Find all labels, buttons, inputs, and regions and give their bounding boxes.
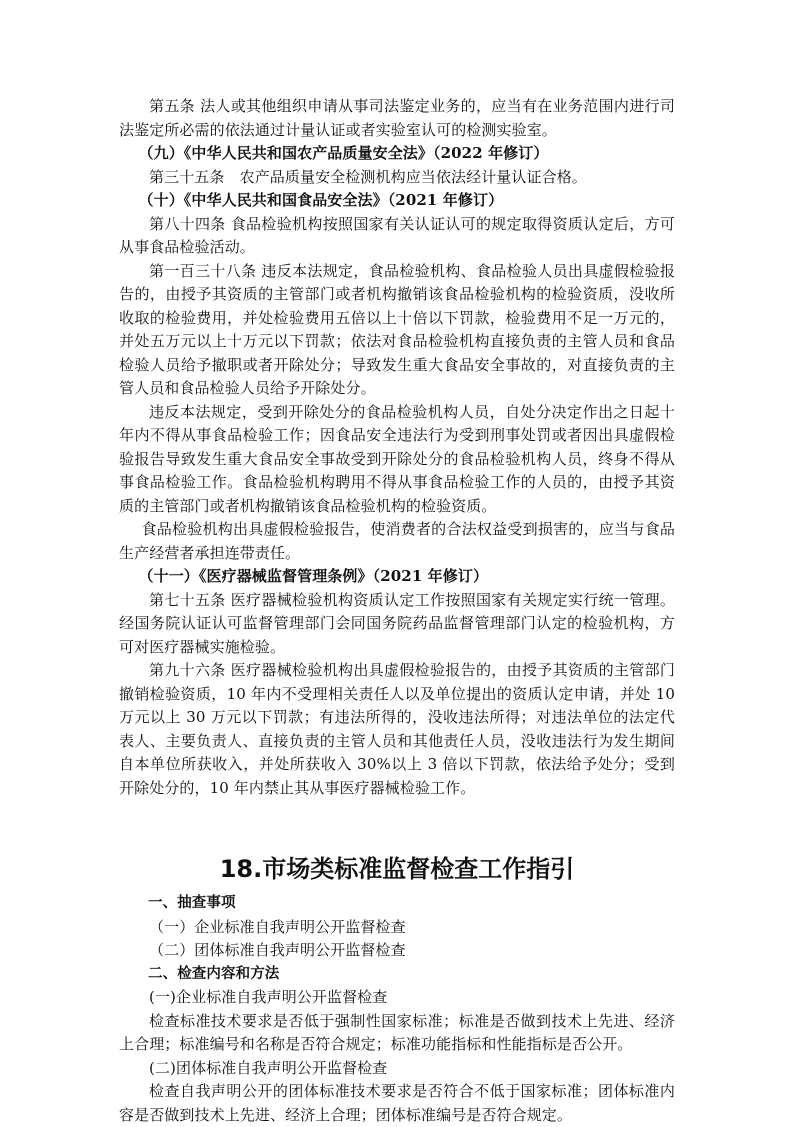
- subheading-group-standard: (二)团体标准自我声明公开监督检查: [149, 1058, 388, 1077]
- chapter-title: 18.市场类标准监督检查工作指引: [219, 855, 575, 883]
- article-75-paragraph: 第七十五条 医疗器械检验机构资质认定工作按照国家有关规定实行统一管理。经国务院认证认可监督管理部门会同国务院药品监督管理部门认定的检验机构，方可对医疗器械实施检验。: [119, 590, 675, 656]
- group-standard-paragraph: 检查自我声明公开的团体标准技术要求是否符合不低于国家标准；团体标准内容是否做到技术上先进、经济上合理；团体标准编号是否符合规定。: [119, 1082, 675, 1124]
- heading-inspection-content: 二、检查内容和方法: [148, 965, 280, 982]
- section-heading-9: （九）《中华人民共和国农产品质量安全法》（2022 年修订）: [138, 144, 549, 162]
- article-35-paragraph: 第三十五条 农产品质量安全检测机构应当依法经计量认证合格。: [149, 167, 587, 186]
- article-84-paragraph: 第八十四条 食品检验机构按照国家有关认证认可的规定取得资质认定后，方可从事食品检验活动。: [119, 214, 675, 256]
- article-138-paragraph-2: 违反本法规定，受到开除处分的食品检验机构人员，自处分决定作出之日起十年内不得从事食品检验工作；因食品安全违法行为受到刑事处罚或者因出具虚假检验报告导致发生重大食品安全事故受到开除处分的食品检验机构人员，终身不得从事食品检验工作。食品检验机构聘用不得从事食品检验工作的人员的，由授予其资质的主管部门或者机构撤销该食品检验机构的检验资质。: [119, 402, 675, 515]
- item-group-standard: （二）团体标准自我声明公开监督检查: [149, 941, 406, 959]
- article-138-paragraph: 第一百三十八条 违反本法规定，食品检验机构、食品检验人员出具虚假检验报告的，由授予其资质的主管部门或者机构撤销该食品检验机构的检验资质，没收所收取的检验费用，并处检验费用五倍以上十倍以下罚款，检验费用不足一万元的，并处五万元以上十万元以下罚款；依法对食品检验机构直接负责的主管人员和食品检验人员给予撤职或者开除处分；导致发生重大食品安全事故的，对直接负责的主管人员和食品检验人员给予开除处分。: [119, 261, 675, 397]
- document-body: [119, 95, 675, 1127]
- heading-inspection-items: 一、抽查事项: [148, 895, 236, 911]
- article-96-paragraph: 第九十六条 医疗器械检验机构出具虚假检验报告的，由授予其资质的主管部门撤销检验资质，10 年内不受理相关责任人以及单位提出的资质认定申请，并处 10 万元以上 30 万元以下罚款；有违法所得的，没收违法所得；对违法单位的法定代表人、主要负责人、直接负责的主管人员和其他责任人员，没收违法行为发生期间自本单位所获收入，并处所获收入 30%以上 3 倍以下罚款，依法给予处分；受到开除处分的，10 年内禁止其从事医疗器械检验工作。: [119, 661, 675, 797]
- item-enterprise-standard: （一）企业标准自我声明公开监督检查: [149, 917, 406, 936]
- enterprise-standard-paragraph: 检查标准技术要求是否低于强制性国家标准；标准是否做到技术上先进、经济上合理；标准编号和名称是否符合规定；标准功能指标和性能指标是否公开。: [119, 1011, 675, 1053]
- article-138-paragraph-3: 食品检验机构出具虚假检验报告，使消费者的合法权益受到损害的，应当与食品生产经营者承担连带责任。: [119, 520, 675, 562]
- section-heading-11: （十一）《医疗器械监督管理条例》（2021 年修订）: [138, 567, 489, 585]
- section-heading-10: （十）《中华人民共和国食品安全法》（2021 年修订）: [138, 191, 504, 209]
- article-5-paragraph: 第五条 法人或其他组织申请从事司法鉴定业务的，应当有在业务范围内进行司法鉴定所必需的依法通过计量认证或者实验室认可的检测实验室。: [119, 97, 675, 139]
- subheading-enterprise-standard: (一)企业标准自我声明公开监督检查: [149, 988, 388, 1006]
